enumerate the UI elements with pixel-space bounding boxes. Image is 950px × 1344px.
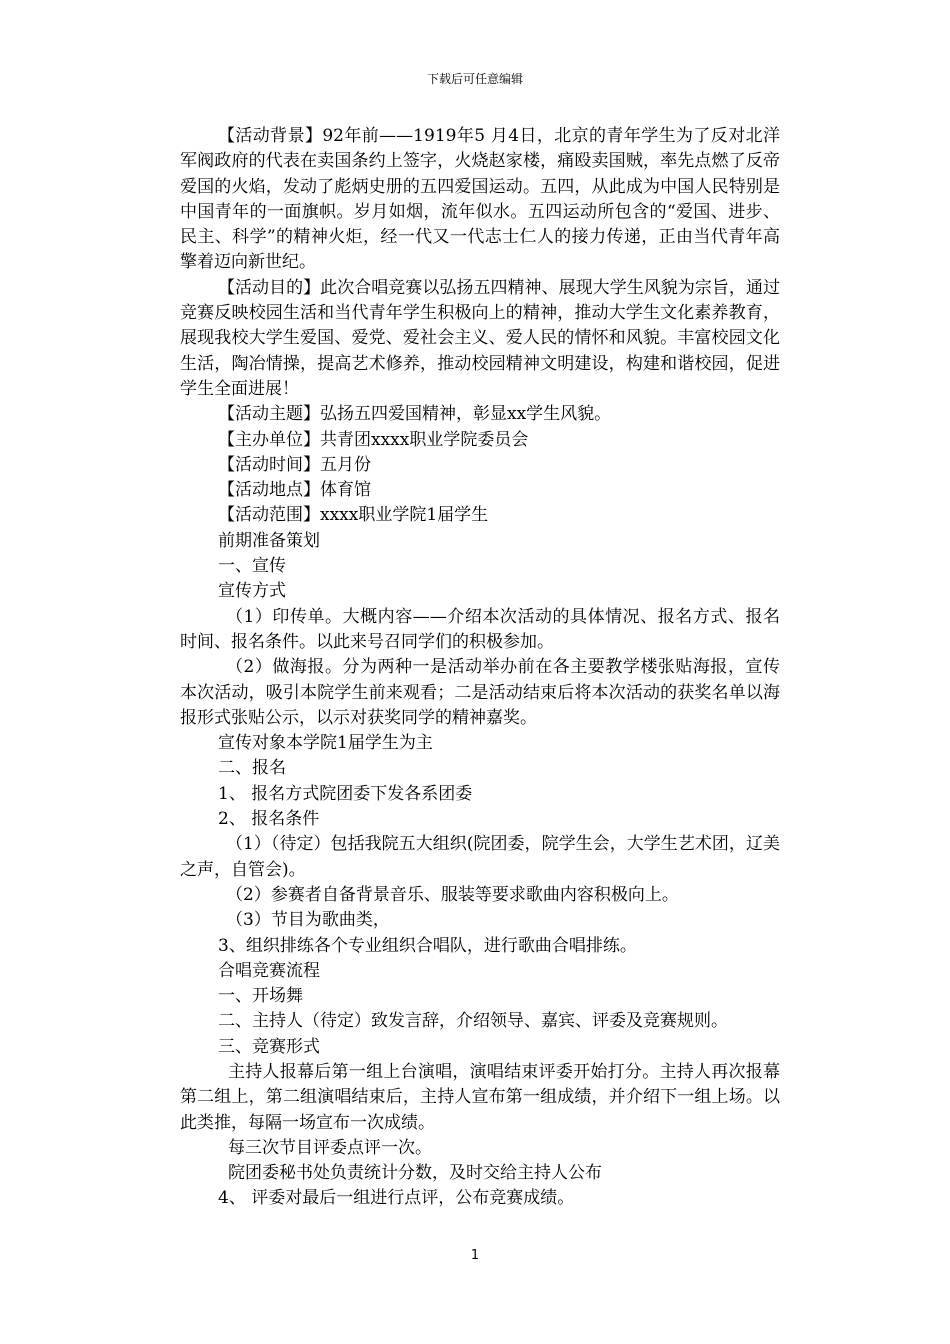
heading-preparation: 前期准备策划 [218,530,320,551]
heading-publicity-method: 宣传方式 [218,581,286,602]
paragraph-time: 【活动时间】五月份 [218,454,371,475]
heading-competition-flow: 合唱竞赛流程 [218,960,320,981]
paragraph-purpose: 【活动目的】此次合唱竞赛以弘扬五四精神、展现大学生风貌为宗旨，通过竞赛反映校园生活和当代青年学生积极向上的精神，推动大学生文化素养教育，展现我校大学生爱国、爱党、爱社会主义、爱人民的情怀和风貌。丰富校园文化生活，陶冶情操，提高艺术修养，推动校园精神文明建设，构建和谐校园，促进学生全面进展！ [180,277,780,399]
paragraph-poster: （2）做海报。分为两种一是活动举办前在各主要教学楼张贴海报，宣传本次活动，吸引本院学生前来观看；二是活动结束后将本次活动的获奖名单以海报形式张贴公示，以示对获奖同学的精神嘉奖。 [180,657,780,728]
paragraph-flyer: （1）印传单。大概内容——介绍本次活动的具体情况、报名方式、报名时间、报名条件。以此来号召同学们的积极参加。 [180,606,780,652]
heading-competition-format: 三、竞赛形式 [218,1036,320,1057]
paragraph-competition-process: 主持人报幕后第一组上台演唱，演唱结束评委开始打分。主持人再次报幕第二组上，第二组演唱结束后，主持人宣布第一组成绩，并介绍下一组上场。以此类推，每隔一场宣布一次成绩。 [180,1061,780,1133]
paragraph-final-comment: 4、 评委对最后一组进行点评，公布竞赛成绩。 [218,1188,575,1209]
heading-registration: 二、报名 [218,758,286,779]
paragraph-rehearsal: 3、组织排练各个专业组织合唱队，进行歌曲合唱排练。 [218,935,637,956]
paragraph-background: 【活动背景】92年前——1919年5 月4日，北京的青年学生为了反对北洋军阀政府的代表在卖国条约上签字，火烧赵家楼，痛殴卖国贼，率先点燃了反帝爱国的火焰，发动了彪炳史册的五四爱国运动。五四，从此成为中国人民特别是中国青年的一面旗帜。岁月如烟，流年似水。五四运动所包含的“爱国、进步、民主、科学”的精神火炬，经一代又一代志士仁人的接力传递，正由当代青年高擎着迈向新世纪。 [180,126,780,273]
paragraph-registration-conditions: 2、 报名条件 [218,809,320,830]
paragraph-judge-comment: 每三次节目评委点评一次。 [228,1137,432,1158]
paragraph-condition-3: （3）节目为歌曲类， [226,910,390,931]
paragraph-condition-2: （2）参赛者自备背景音乐、服装等要求歌曲内容积极向上。 [226,884,679,905]
paragraph-theme: 【活动主题】弘扬五四爱国精神，彰显xx学生风貌。 [218,404,612,425]
paragraph-location: 【活动地点】体育馆 [218,480,371,501]
paragraph-registration-method: 1、 报名方式院团委下发各系团委 [218,783,473,804]
paragraph-score-tally: 院团委秘书处负责统计分数，及时交给主持人公布 [228,1163,602,1184]
heading-publicity: 一、宣传 [218,556,286,577]
paragraph-condition-1: （1）（待定）包括我院五大组织(院团委，院学生会，大学生艺术团，辽美之声，自管会)。 [180,834,780,880]
paragraph-publicity-target: 宣传对象本学院1届学生为主 [218,733,433,754]
document-body [180,124,780,1212]
paragraph-opening-dance: 一、开场舞 [218,986,303,1007]
page-header: 下载后可任意编辑 [426,72,523,86]
paragraph-organizer: 【主办单位】共青团xxxx职业学院委员会 [218,429,529,450]
paragraph-host-speech: 二、主持人（待定）致发言辞，介绍领导、嘉宾、评委及竞赛规则。 [218,1011,728,1032]
paragraph-scope: 【活动范围】xxxx职业学院1届学生 [218,505,489,526]
page-number: 1 [470,1248,480,1263]
